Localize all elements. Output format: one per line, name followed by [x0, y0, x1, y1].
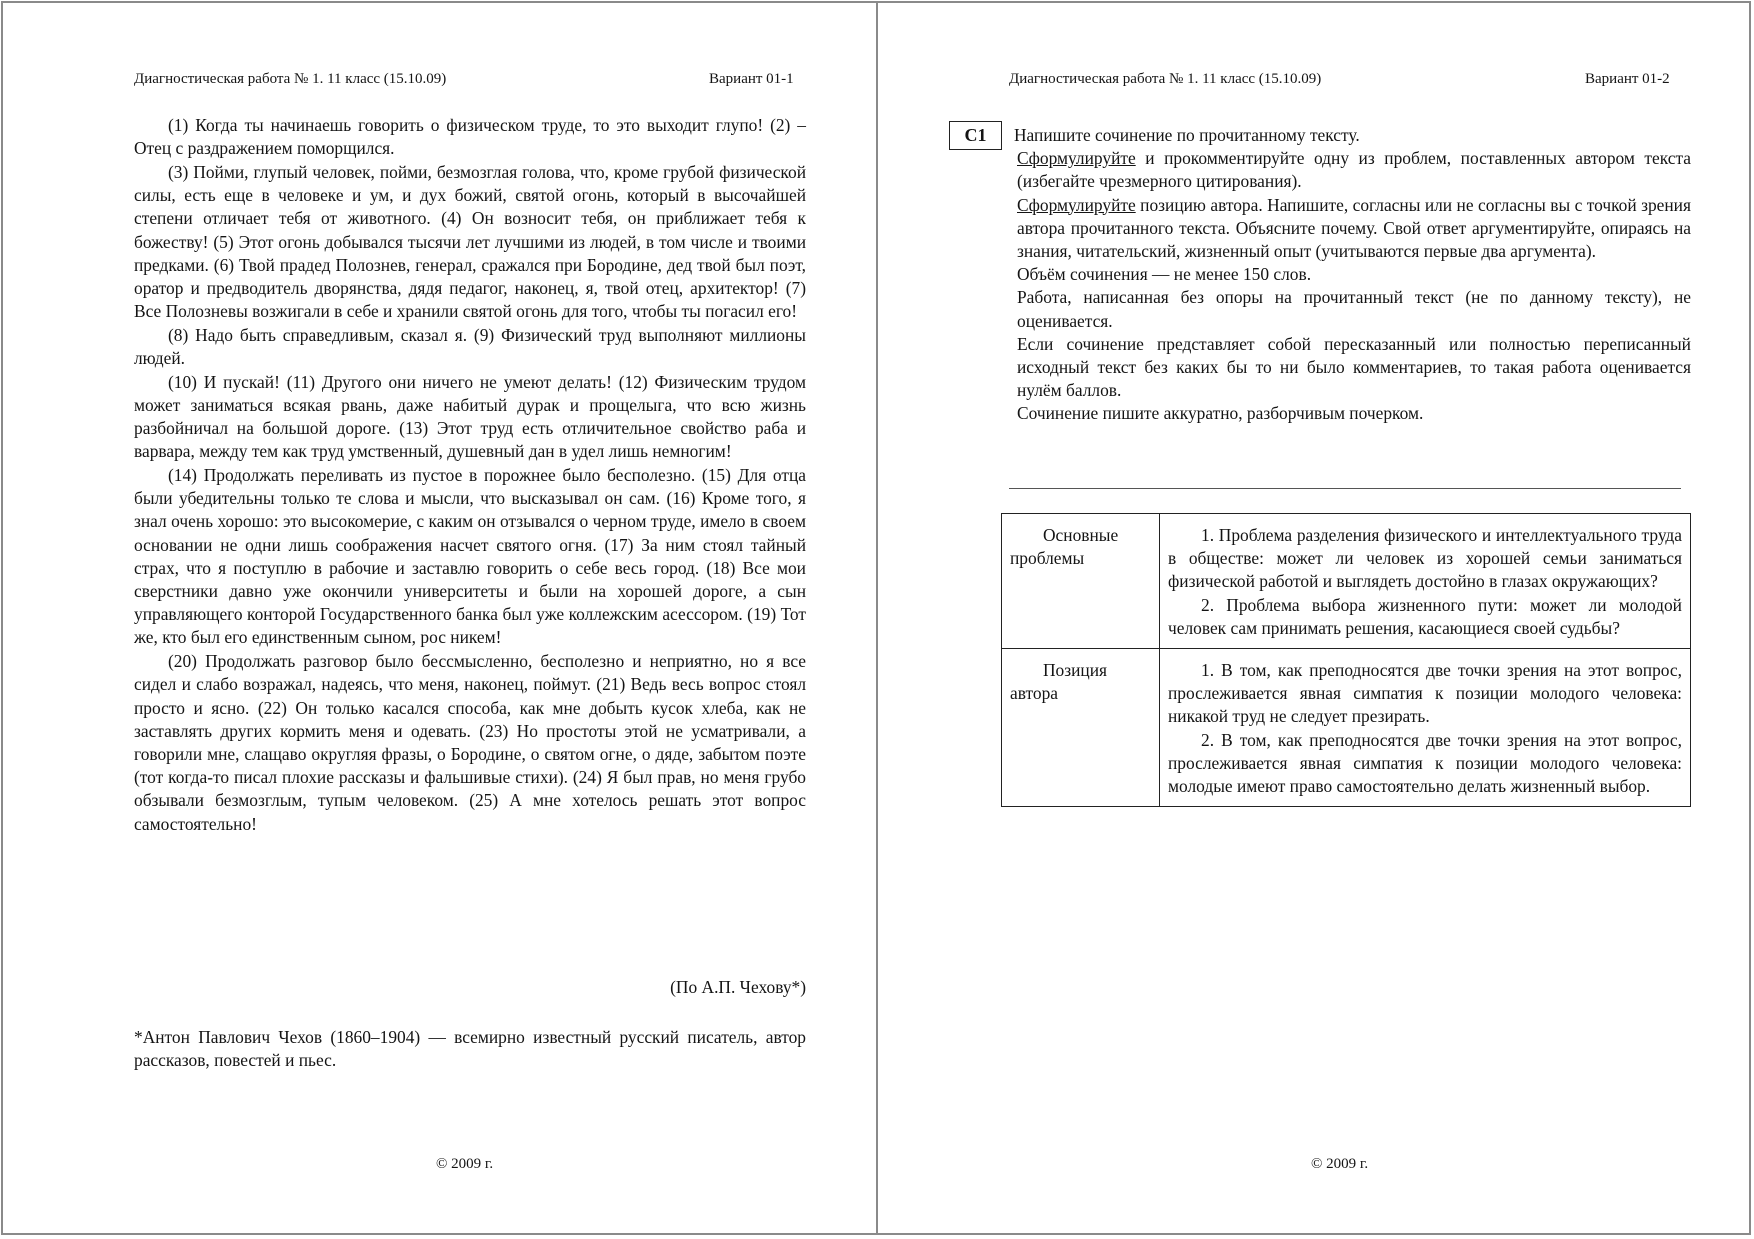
problems-cell [1160, 514, 1691, 649]
right-header-variant: Вариант 01-2 [1585, 71, 1670, 87]
position-label [1002, 649, 1160, 807]
instruction-problem-text: и прокомментируйте одну из проблем, поставленных автором текста (избегайте чрезмерного цитирования). [1017, 148, 1691, 192]
position-item: 2. В том, как преподносятся две точки зрения на этот вопрос, прослеживается явная симпатия к позиции молодого человека: молодые имеют право самостоятельно делать жизненный выбор. [1168, 729, 1682, 797]
position-item: 1. В том, как преподносятся две точки зрения на этот вопрос, прослеживается явная симпатия к позиции молодого человека: никакой труд не следует презирать. [1168, 660, 1682, 727]
table-row-position [1002, 649, 1691, 807]
task-label-c1: C1 [949, 121, 1002, 150]
instruction-rule-retelling: Если сочинение представляет собой пересказанный или полностью переписанный исходный текст без каких бы то ни было комментариев, то такая работа оценивается нулём баллов. [1017, 333, 1691, 401]
problems-label [1002, 514, 1160, 649]
left-header-title: Диагностическая работа № 1. 11 класс (15.10.09) [134, 71, 447, 87]
instruction-problem [1017, 147, 1691, 193]
position-label-line1: Позиция [1043, 660, 1108, 681]
right-header-title: Диагностическая работа № 1. 11 класс (15.10.09) [1009, 71, 1322, 87]
instruction-intro: Напишите сочинение по прочитанному тексту. [1014, 125, 1360, 145]
left-footer: © 2009 г. [436, 1156, 494, 1172]
position-cell [1160, 649, 1691, 807]
problems-label-line2: проблемы [1010, 548, 1085, 569]
text-paragraph: (20) Продолжать разговор было бессмысленно, бесполезно и неприятно, но я все сидел и слабо возражал, надеясь, что меня, наконец, поймут. (21) Ведь весь вопрос стоял просто и ясно. (22) Он только касался способа, как мне добыть кусок хлеба, как не заставлять других кормить меня и одевать. (23) Но простоты этой не усматривали, а говорили мне, слащаво округляя фразы, о Бородине, о святом огне, о дяде, забытом поэте (тот когда-то писал плохие рассказы и фальшивые стихи). (24) Я был прав, но меня грубо обзывали безмозглым, тупым человеком. (25) А мне хотелось решать этот вопрос самостоятельно! [134, 651, 806, 834]
author-footnote: *Антон Павлович Чехов (1860–1904) — всемирно известный русский писатель, автор рассказов, повестей и пьес. [134, 1027, 806, 1071]
instruction-neatness: Сочинение пишите аккуратно, разборчивым почерком. [1017, 403, 1424, 424]
instruction-volume: Объём сочинения — не менее 150 слов. [1017, 264, 1312, 285]
instruction-position-verb: Сформулируйте [1017, 194, 1136, 215]
text-paragraph: (3) Пойми, глупый человек, пойми, безмозглая голова, что, кроме грубой физической силы, есть еще в человеке и ум, и дух божий, святой огонь, который в высочайшей степени отличает тебя от животного. (4) Он возносит тебя, он приближает тебя к божеству! (5) Этот огонь добывался тысячи лет лучшими из людей, в том числе и твоими предками. (6) Твой прадед Полознев, генерал, сражался при Бородине, дед твой был поэт, оратор и предводитель дворянства, дядя педагог, наконец, я, твой отец, архитектор! (7) Все Полозневы возжигали в себе и хранили святой огонь для того, чтобы ты погасил его! [134, 161, 806, 322]
reading-text [134, 114, 806, 836]
problem-item: 2. Проблема выбора жизненного пути: может ли молодой человек сам принимать решения, касающиеся своей судьбы? [1168, 594, 1682, 638]
instruction-rule-no-text: Работа, написанная без опоры на прочитанный текст (не по данному тексту), не оценивается. [1017, 287, 1691, 331]
text-paragraph: (1) Когда ты начинаешь говорить о физическом труде, то это выходит глупо! (2) – Отец с раздражением поморщился. [134, 115, 806, 159]
text-paragraph: (8) Надо быть справедливым, сказал я. (9) Физический труд выполняют миллионы людей. [134, 324, 806, 369]
right-footer: © 2009 г. [1311, 1156, 1369, 1172]
right-page [877, 0, 1754, 1239]
instruction-position-text: позицию автора. Напишите, согласны или не согласны вы с точкой зрения автора прочитанного текста. Объясните почему. Свой ответ аргументируйте, опираясь на знания, читательский, жизненный опыт (учитываются первые два аргумента). [1017, 194, 1691, 262]
separator-line [1009, 488, 1681, 489]
criteria-table [1001, 513, 1691, 807]
table-row-problems [1002, 514, 1691, 649]
text-attribution: (По А.П. Чехову*) [670, 977, 806, 997]
text-paragraph: (14) Продолжать переливать из пустое в порожнее было бесполезно. (15) Для отца были убедительны только те слова и мысли, что высказывал он сам. (16) Кроме того, я знал очень хорошо: это высокомерие, с каким он отзывался о черном труде, имело в своем основании не одни лишь соображения насчет святого огня. (17) За ним стоял тайный страх, что я поступлю в рабочие и заставлю говорить о себе весь город. (18) Все мои сверстники давно уже окончили университеты и были на хорошей дороге, а сын управляющего конторой Государственного банка был уже коллежским асессором. (19) Тот же, кто был его единственным сыном, рос никем! [134, 465, 806, 648]
task-instructions [1014, 124, 1691, 426]
left-header-variant: Вариант 01-1 [709, 71, 794, 87]
text-paragraph: (10) И пускай! (11) Другого они ничего не умеют делать! (12) Физическим трудом может заниматься всякая рвань, даже набитый дурак и прощелыга, что всю жизнь разбойничал на большой дороге. (13) Этот труд есть отличительное свойство раба и варвара, между тем как труд умственный, душевный дан в удел лишь немногим! [134, 371, 806, 462]
position-label-line2: автора [1010, 683, 1058, 704]
instruction-position [1017, 194, 1691, 264]
problem-item: 1. Проблема разделения физического и интеллектуального труда в обществе: может ли человек из хорошей семьи заниматься физической работой и выглядеть достойно в глазах окружающих? [1168, 525, 1682, 592]
problems-label-line1: Основные [1043, 525, 1119, 545]
instruction-problem-verb: Сформулируйте [1017, 148, 1136, 169]
